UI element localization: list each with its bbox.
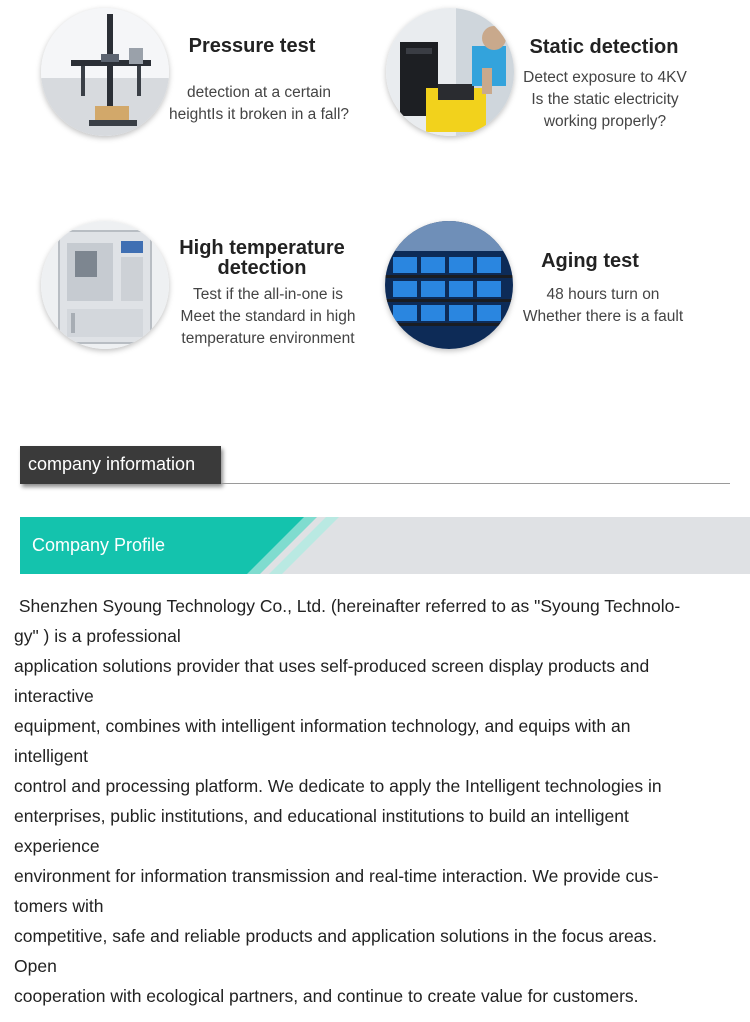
- test-desc-line: Whether there is a fault: [522, 308, 684, 325]
- test-desc-line: detection at a certain: [187, 84, 331, 101]
- test-desc-line: working properly?: [543, 113, 667, 130]
- profile-line: experience: [14, 836, 100, 856]
- profile-line: cooperation with ecological partners, and continue to create value for customers.: [14, 986, 639, 1006]
- test-title-line: High temperature: [179, 237, 345, 259]
- profile-line: Open: [14, 956, 57, 976]
- climate-chamber-photo: [41, 221, 169, 349]
- profile-line: control and processing platform. We dedicate to apply the Intelligent technologies in: [14, 776, 662, 796]
- test-title: [170, 238, 354, 278]
- test-description: [512, 67, 698, 133]
- profile-line: Shenzhen Syoung Technology Co., Ltd. (hereinafter referred to as "Syoung Technolo-: [14, 596, 681, 616]
- profile-line: application solutions provider that uses self-produced screen display products and: [14, 656, 650, 676]
- test-desc-line: Meet the standard in high: [180, 308, 356, 325]
- profile-line: tomers with: [14, 896, 104, 916]
- company-profile-header: [20, 517, 750, 574]
- test-description: [156, 82, 362, 126]
- test-desc-line: heightIs it broken in a fall?: [168, 106, 350, 123]
- section-tab-company-information: company information: [20, 446, 221, 484]
- profile-line: environment for information transmission and real-time interaction. We provide cus-: [14, 866, 659, 886]
- test-title-line: Aging test: [541, 250, 639, 272]
- test-title-line: Pressure test: [188, 35, 316, 57]
- test-title: [166, 36, 338, 56]
- test-desc-line: 48 hours turn on: [546, 286, 660, 303]
- company-profile-text: [14, 591, 744, 1011]
- profile-line: enterprises, public institutions, and educational institutions to build an intelligent: [14, 806, 629, 826]
- test-title: [504, 251, 676, 271]
- test-desc-line: temperature environment: [181, 330, 355, 347]
- section-divider: [221, 483, 730, 484]
- profile-line: equipment, combines with intelligent information technology, and equips with an: [14, 716, 631, 736]
- test-desc-line: Test if the all-in-one is: [193, 286, 343, 303]
- profile-line: gy" ) is a professional: [14, 626, 181, 646]
- drop-tester-photo: [41, 8, 169, 136]
- test-title: [518, 37, 690, 57]
- test-title-line: detection: [217, 257, 307, 279]
- company-profile-title: Company Profile: [32, 535, 166, 555]
- test-desc-line: Detect exposure to 4KV: [523, 69, 687, 86]
- test-description: [502, 284, 704, 328]
- test-description: [166, 284, 370, 350]
- profile-line: intelligent: [14, 746, 88, 766]
- test-title-line: Static detection: [529, 36, 679, 58]
- profile-line: competitive, safe and reliable products and application solutions in the focus areas.: [14, 926, 658, 946]
- test-desc-line: Is the static electricity: [531, 91, 679, 108]
- static-test-photo: [386, 8, 514, 136]
- aging-rack-photo: [385, 221, 513, 349]
- profile-line: interactive: [14, 686, 94, 706]
